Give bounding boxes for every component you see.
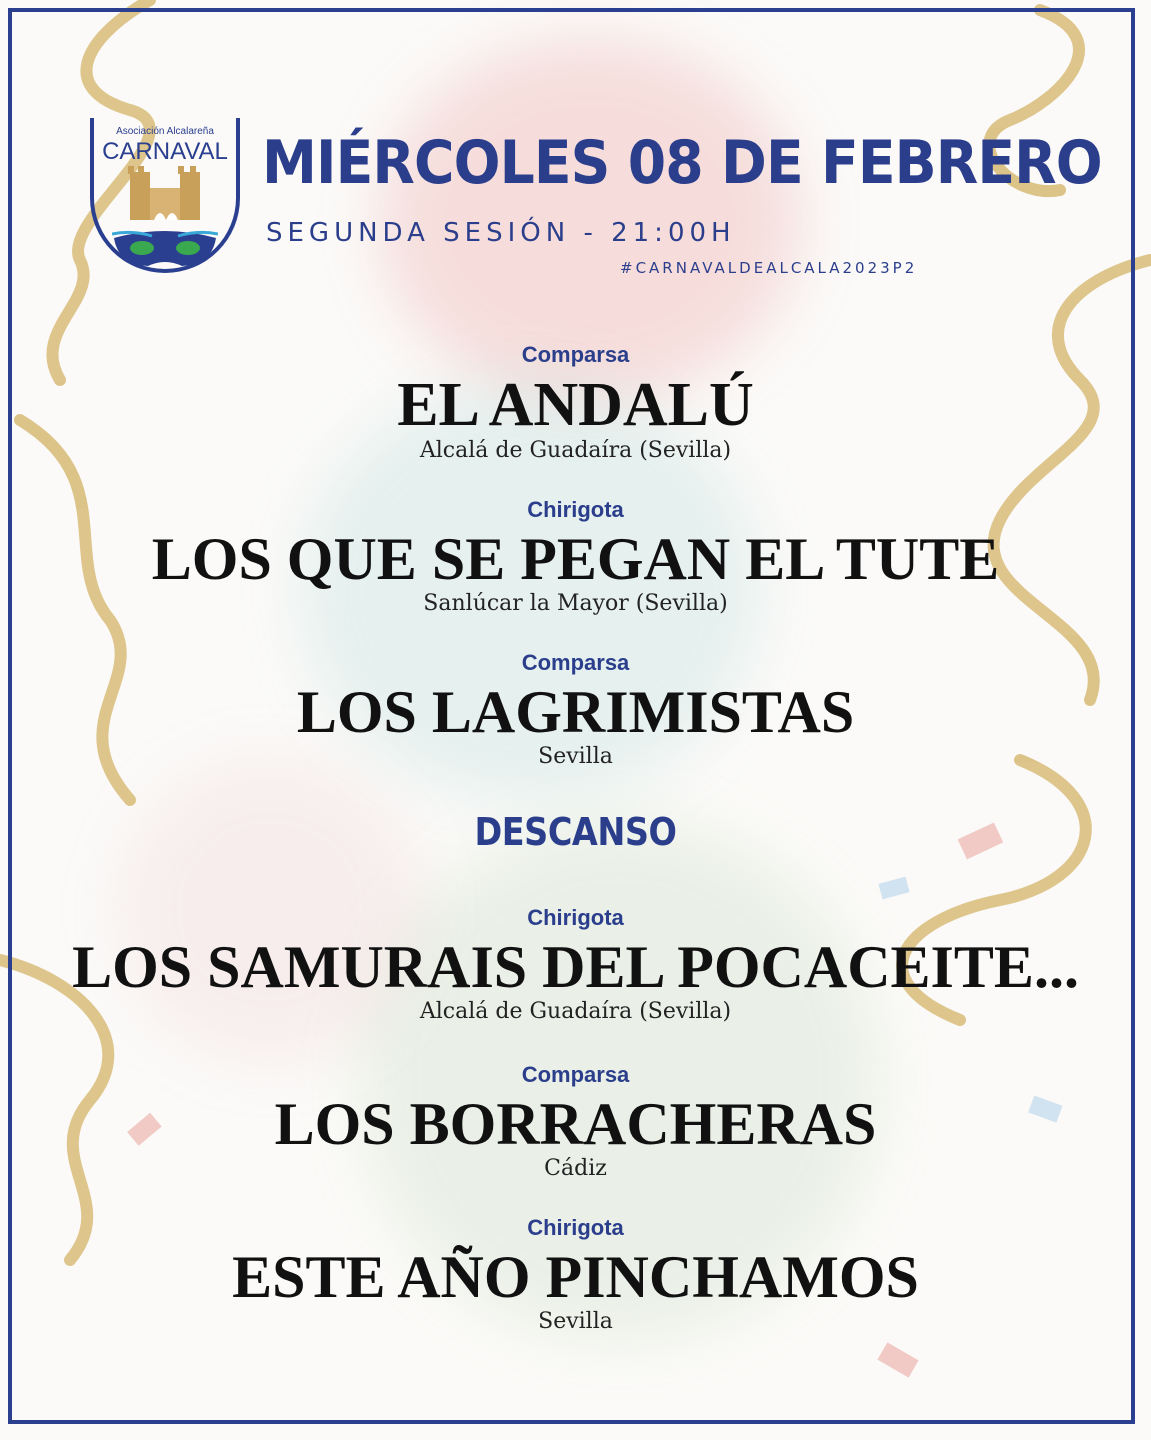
group-category: Chirigota [527, 905, 624, 930]
group-name: LOS QUE SE PEGAN EL TUTE [151, 526, 1000, 592]
lineup-item [0, 650, 1151, 770]
group-name: LOS BORRACHERAS [274, 1091, 877, 1157]
logo-association-text: Asociación Alcalareña [116, 126, 214, 137]
carnival-mask-icon [112, 230, 218, 272]
group-category: Chirigota [527, 1215, 624, 1240]
group-name: ESTE AÑO PINCHAMOS [232, 1244, 919, 1310]
event-title: MIÉRCOLES 08 DE FEBRERO [262, 128, 1102, 198]
group-category: Chirigota [527, 497, 624, 522]
group-origin: Sevilla [538, 744, 613, 769]
group-category: Comparsa [521, 1062, 630, 1087]
group-category: Comparsa [521, 342, 630, 367]
session-time: SEGUNDA SESIÓN - 21:00H [266, 218, 736, 248]
lineup-item [0, 905, 1151, 1025]
group-origin: Sanlúcar la Mayor (Sevilla) [423, 591, 728, 616]
castle-icon [124, 166, 206, 226]
group-origin: Alcalá de Guadaíra (Sevilla) [419, 999, 732, 1024]
lineup-item [0, 342, 1151, 464]
lineup-item [0, 1215, 1151, 1335]
group-origin: Sevilla [538, 1309, 613, 1334]
group-origin: Cádiz [544, 1156, 607, 1181]
group-origin: Alcalá de Guadaíra (Sevilla) [419, 438, 732, 463]
group-category: Comparsa [521, 650, 630, 675]
group-name: EL ANDALÚ [397, 371, 754, 439]
hashtag: #CARNAVALDEALCALA2023P2 [620, 259, 918, 277]
carnaval-logo [90, 118, 240, 278]
group-name: LOS LAGRIMISTAS [296, 679, 855, 745]
group-name: LOS SAMURAIS DEL POCACEITE... [72, 934, 1079, 1000]
logo-wordmark: CARNAVAL [102, 138, 228, 165]
lineup-item [0, 1062, 1151, 1182]
break-label: DESCANSO [474, 810, 677, 854]
lineup-item [0, 497, 1151, 617]
